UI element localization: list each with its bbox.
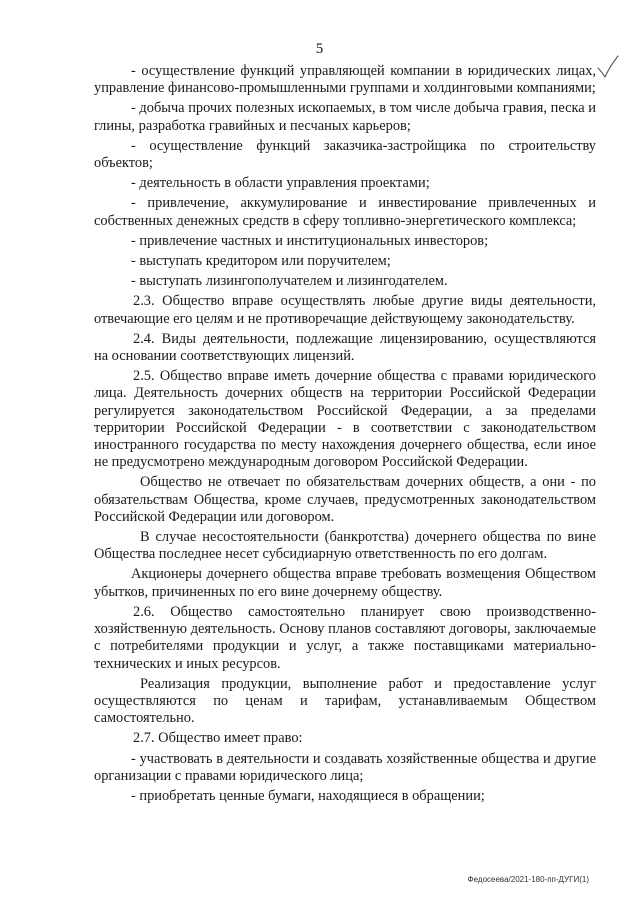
paragraph: В случае несостоятельности (банкротства) дочернего общества по вине Общества последнее несет субсидиарную ответственность по его долгам.	[94, 529, 596, 563]
paragraph: - приобретать ценные бумаги, находящиеся в обращении;	[131, 787, 485, 804]
paragraph: 2.5. Общество вправе иметь дочерние общества с правами юридического лица. Деятельность дочерних обществ на территории Российской Федерации регулируется законодательством Российской Федерации, а за пределами территории Российской Федерации - в соответствии с законодательством иностранного государства по месту нахождения дочернего общества, если иное не предусмотрено международным договором Российской Федерации.	[94, 368, 596, 471]
paragraph: Общество не отвечает по обязательствам дочерних обществ, а они - по обязательствам Общества, кроме случаев, предусмотренных законодательством Российской Федерации или договором.	[94, 474, 596, 525]
page-number: 5	[315, 41, 324, 57]
paragraph: 2.6. Общество самостоятельно планирует свою производственно-хозяйственную деятельность. Основу планов составляют договоры, заключаемые с потребителями продукции и услуг, а также поставщиками материально-технических и иных ресурсов.	[94, 603, 596, 672]
paragraph: - привлечение частных и институциональных инвесторов;	[131, 232, 489, 249]
paragraph: 2.3. Общество вправе осуществлять любые другие виды деятельности, отвечающие его целям и не противоречащие действующему законодательству.	[94, 293, 596, 327]
paragraph: - выступать лизингополучателем и лизингодателем.	[131, 273, 448, 290]
paragraph: Акционеры дочернего общества вправе требовать возмещения Обществом убытков, причиненных по его вине дочернему обществу.	[94, 566, 596, 600]
document-body	[94, 63, 596, 805]
paragraph: - привлечение, аккумулирование и инвестирование привлеченных и собственных денежных средств в сферу топливно-энергетического комплекса;	[94, 195, 596, 229]
paragraph: - осуществление функций управляющей компании в юридических лицах, управление финансово-промышленными группами и холдинговыми компаниями;	[94, 63, 596, 97]
document-footer-code: Федосеева/2021-180-пп-ДУГИ(1)	[467, 875, 589, 884]
handwritten-checkmark-icon	[596, 54, 620, 80]
paragraph: - выступать кредитором или поручителем;	[131, 253, 391, 270]
paragraph: - деятельность в области управления проектами;	[131, 175, 430, 192]
paragraph: - участвовать в деятельности и создавать хозяйственные общества и другие организации с правами юридического лица;	[94, 750, 596, 784]
paragraph: Реализация продукции, выполнение работ и предоставление услуг осуществляются по ценам и тарифам, устанавливаемым Обществом самостоятельно.	[94, 675, 596, 727]
paragraph: 2.4. Виды деятельности, подлежащие лицензированию, осуществляются на основании соответствующих лицензий.	[94, 330, 596, 365]
paragraph: - добыча прочих полезных ископаемых, в том числе добыча гравия, песка и глины, разработка гравийных и песчаных карьеров;	[94, 100, 596, 134]
paragraph: 2.7. Общество имеет право:	[133, 730, 303, 747]
paragraph: - осуществление функций заказчика-застройщика по строительству объектов;	[94, 137, 596, 172]
